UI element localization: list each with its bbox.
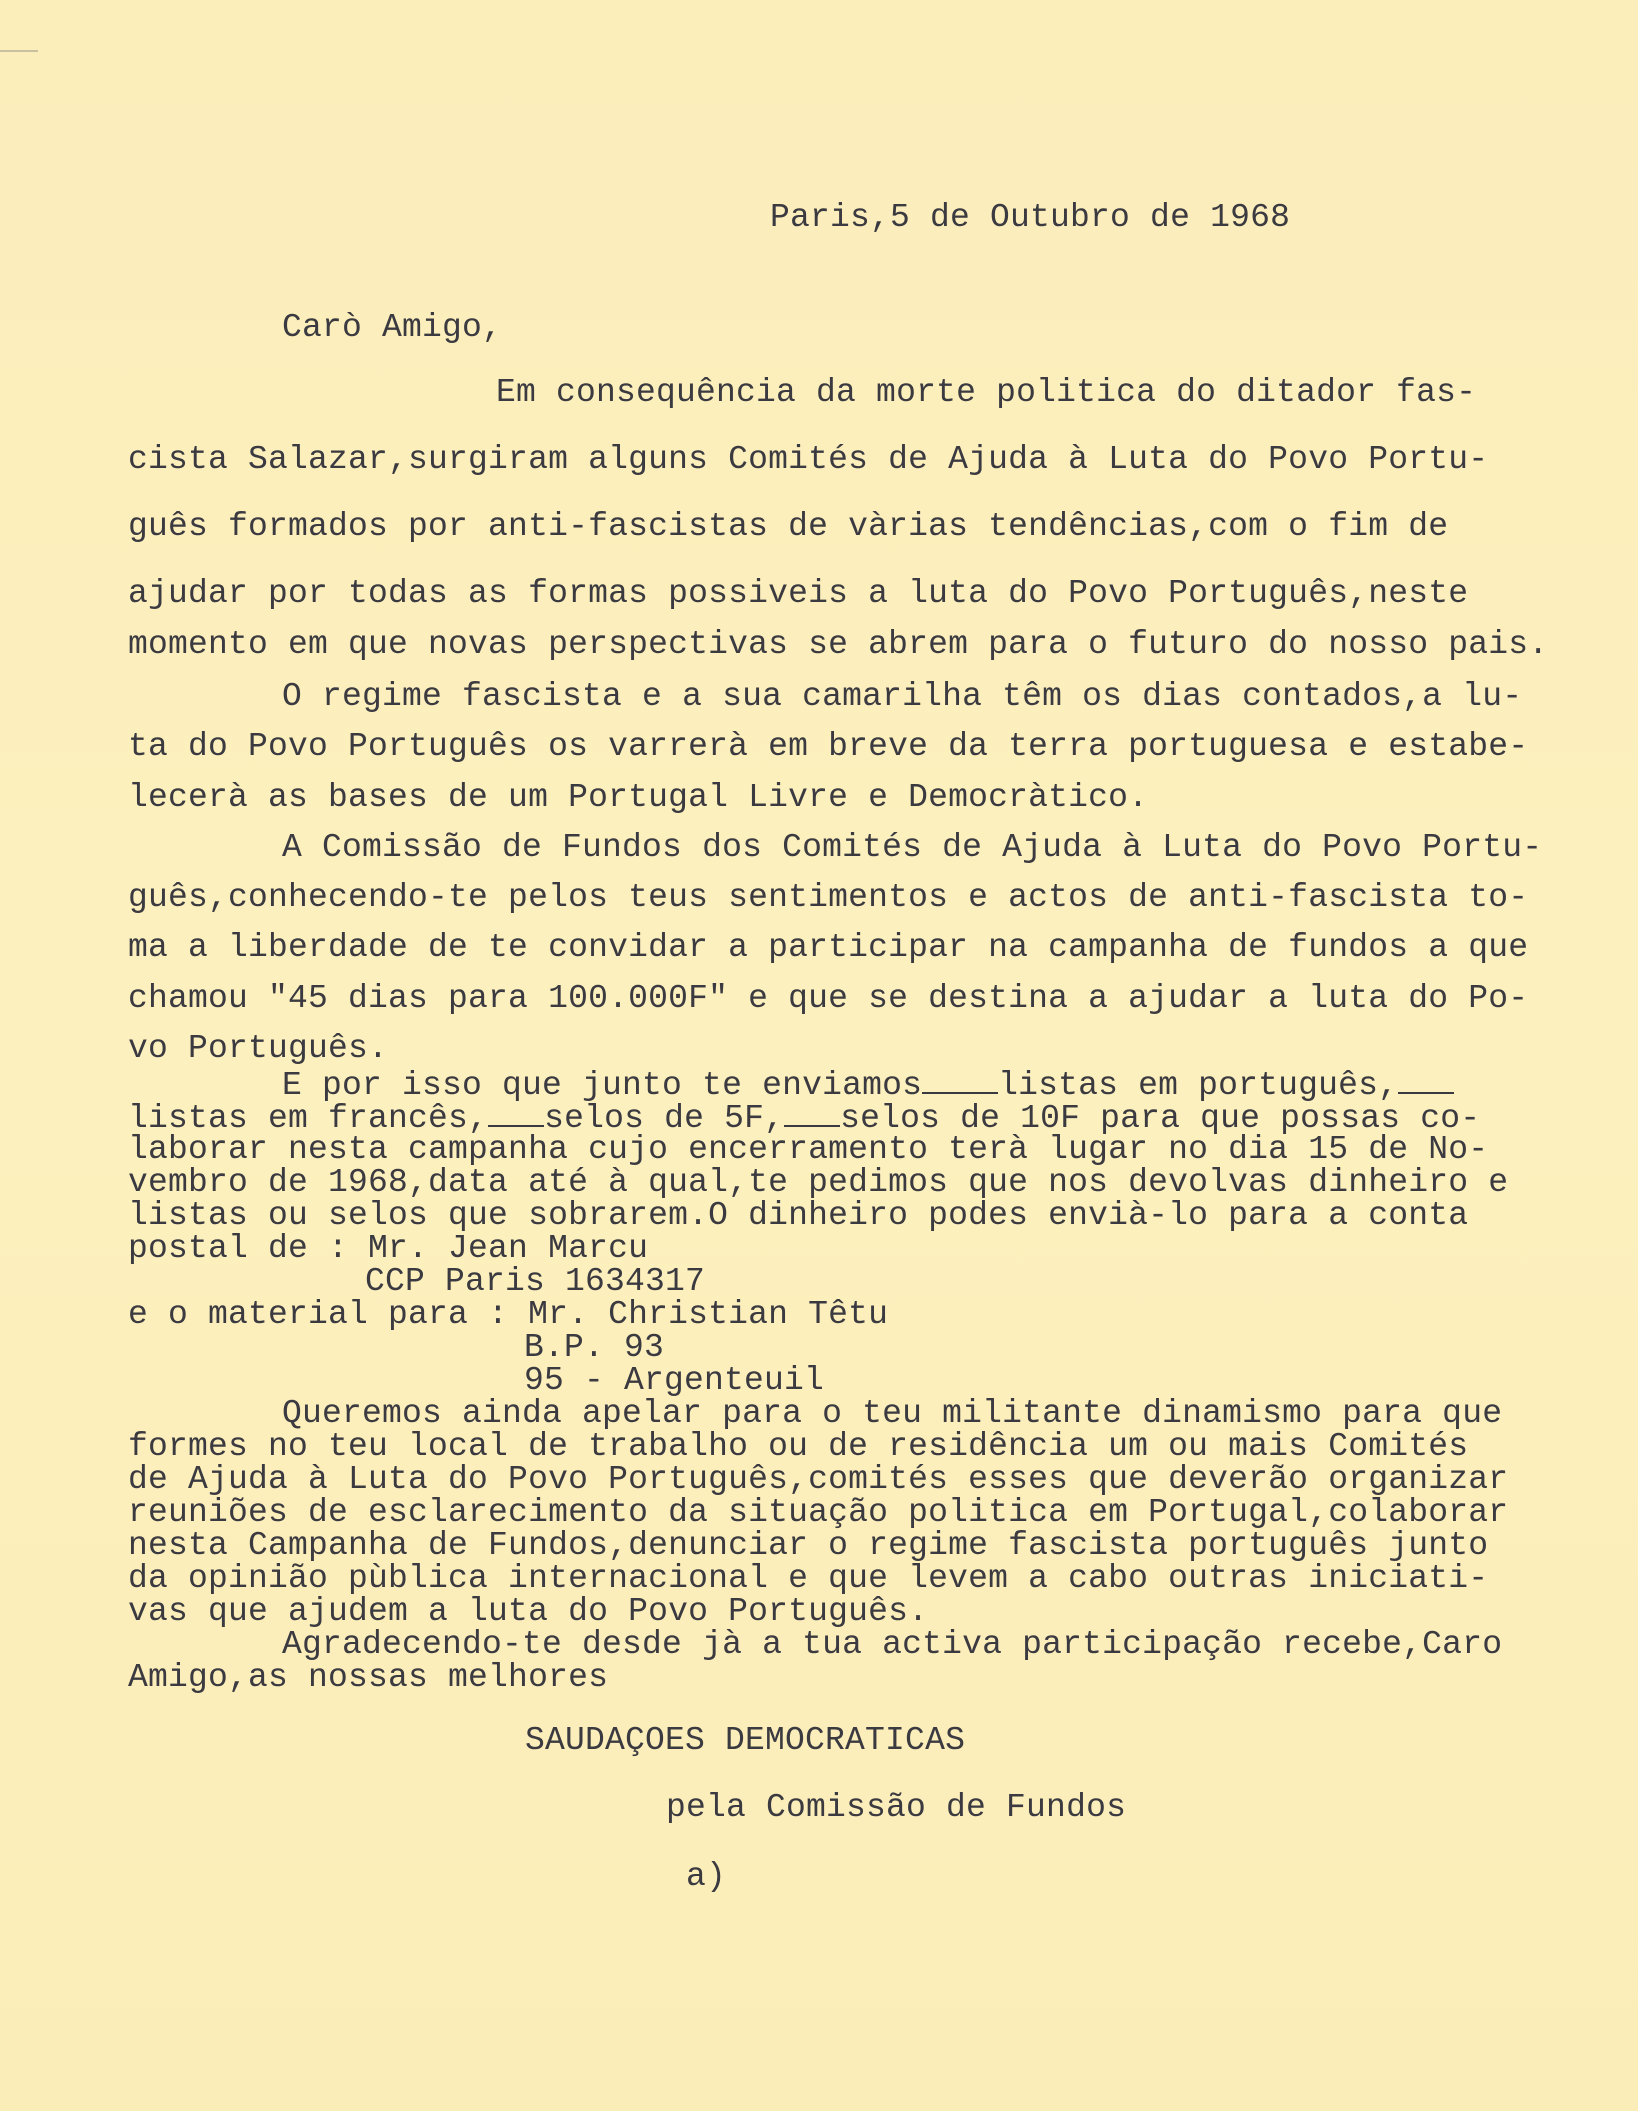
paragraph-line: vas que ajudem a luta do Povo Português. [128, 1593, 929, 1630]
enclosure-text: listas em português, [998, 1067, 1399, 1104]
blank-count-portuguese [922, 1066, 998, 1094]
address-line: CCP Paris 1634317 [365, 1263, 706, 1300]
blank-count-10f [784, 1099, 840, 1127]
salutation: Carò Amigo, [282, 309, 503, 346]
address-line: B.P. 93 [524, 1329, 665, 1366]
paragraph-line: reuniões de esclarecimento da situação politica em Portugal,colaborar [128, 1494, 1509, 1531]
paragraph-line: Queremos ainda apelar para o teu militante dinamismo para que [282, 1395, 1503, 1432]
paragraph-line: e o material para : Mr. Christian Têtu [128, 1296, 889, 1333]
paragraph-line: ajudar por todas as formas possiveis a luta do Povo Português,neste [128, 575, 1469, 612]
edge-mark [0, 50, 38, 52]
paragraph-line: O regime fascista e a sua camarilha têm os dias contados,a lu- [282, 678, 1523, 715]
paragraph-line: Em consequência da morte politica do ditador fas- [496, 374, 1477, 411]
paragraph-line: postal de : Mr. Jean Marcu [128, 1230, 649, 1267]
paragraph-line: listas ou selos que sobrarem.O dinheiro podes envià-lo para a conta [128, 1197, 1469, 1234]
paragraph-line: Agradecendo-te desde jà a tua activa participação recebe,Caro [282, 1626, 1503, 1663]
paragraph-line: guês formados por anti-fascistas de vàrias tendências,com o fim de [128, 508, 1449, 545]
paragraph-line: A Comissão de Fundos dos Comités de Ajuda à Luta do Povo Portu- [282, 829, 1543, 866]
paragraph-line: nesta Campanha de Fundos,denunciar o regime fascista português junto [128, 1527, 1489, 1564]
closing-greeting: SAUDAÇOES DEMOCRATICAS [525, 1722, 966, 1759]
address-line: 95 - Argenteuil [524, 1362, 825, 1399]
enclosure-text: E por isso que junto te enviamos [282, 1067, 923, 1104]
paragraph-line: Amigo,as nossas melhores [128, 1659, 609, 1696]
paragraph-line: de Ajuda à Luta do Povo Português,comités esses que deverão organizar [128, 1461, 1509, 1498]
paragraph-line: vembro de 1968,data até à qual,te pedimos que nos devolvas dinheiro e [128, 1164, 1509, 1201]
paragraph-line: lecerà as bases de um Portugal Livre e Democràtico. [128, 779, 1149, 816]
paragraph-line: formes no teu local de trabalho ou de residência um ou mais Comités [128, 1428, 1469, 1465]
letter-date: Paris,5 de Outubro de 1968 [770, 199, 1291, 236]
paragraph-line: laborar nesta campanha cujo encerramento terà lugar no dia 15 de No- [128, 1131, 1489, 1168]
paragraph-line: momento em que novas perspectivas se abrem para o futuro do nosso pais. [128, 626, 1549, 663]
blank-count-french [1398, 1066, 1454, 1094]
enclosure-text: listas em francês, [128, 1100, 489, 1137]
committee-signoff: pela Comissão de Fundos [666, 1789, 1127, 1826]
enclosure-text: selos de 10F para que possas co- [840, 1100, 1481, 1137]
paragraph-line: guês,conhecendo-te pelos teus sentimentos e actos de anti-fascista to- [128, 879, 1529, 916]
blank-count-5f [488, 1099, 544, 1127]
signature-mark: a) [686, 1858, 727, 1895]
enclosure-text: selos de 5F, [544, 1100, 785, 1137]
paragraph-line: ma a liberdade de te convidar a participar na campanha de fundos a que [128, 929, 1529, 966]
paragraph-line: cista Salazar,surgiram alguns Comités de Ajuda à Luta do Povo Portu- [128, 441, 1489, 478]
paragraph-line: vo Português. [128, 1030, 389, 1067]
paragraph-line: da opinião pùblica internacional e que levem a cabo outras iniciati- [128, 1560, 1489, 1597]
paragraph-line: chamou "45 dias para 100.000F" e que se destina a ajudar a luta do Po- [128, 980, 1529, 1017]
paragraph-line: ta do Povo Português os varrerà em breve da terra portuguesa e estabe- [128, 728, 1529, 765]
